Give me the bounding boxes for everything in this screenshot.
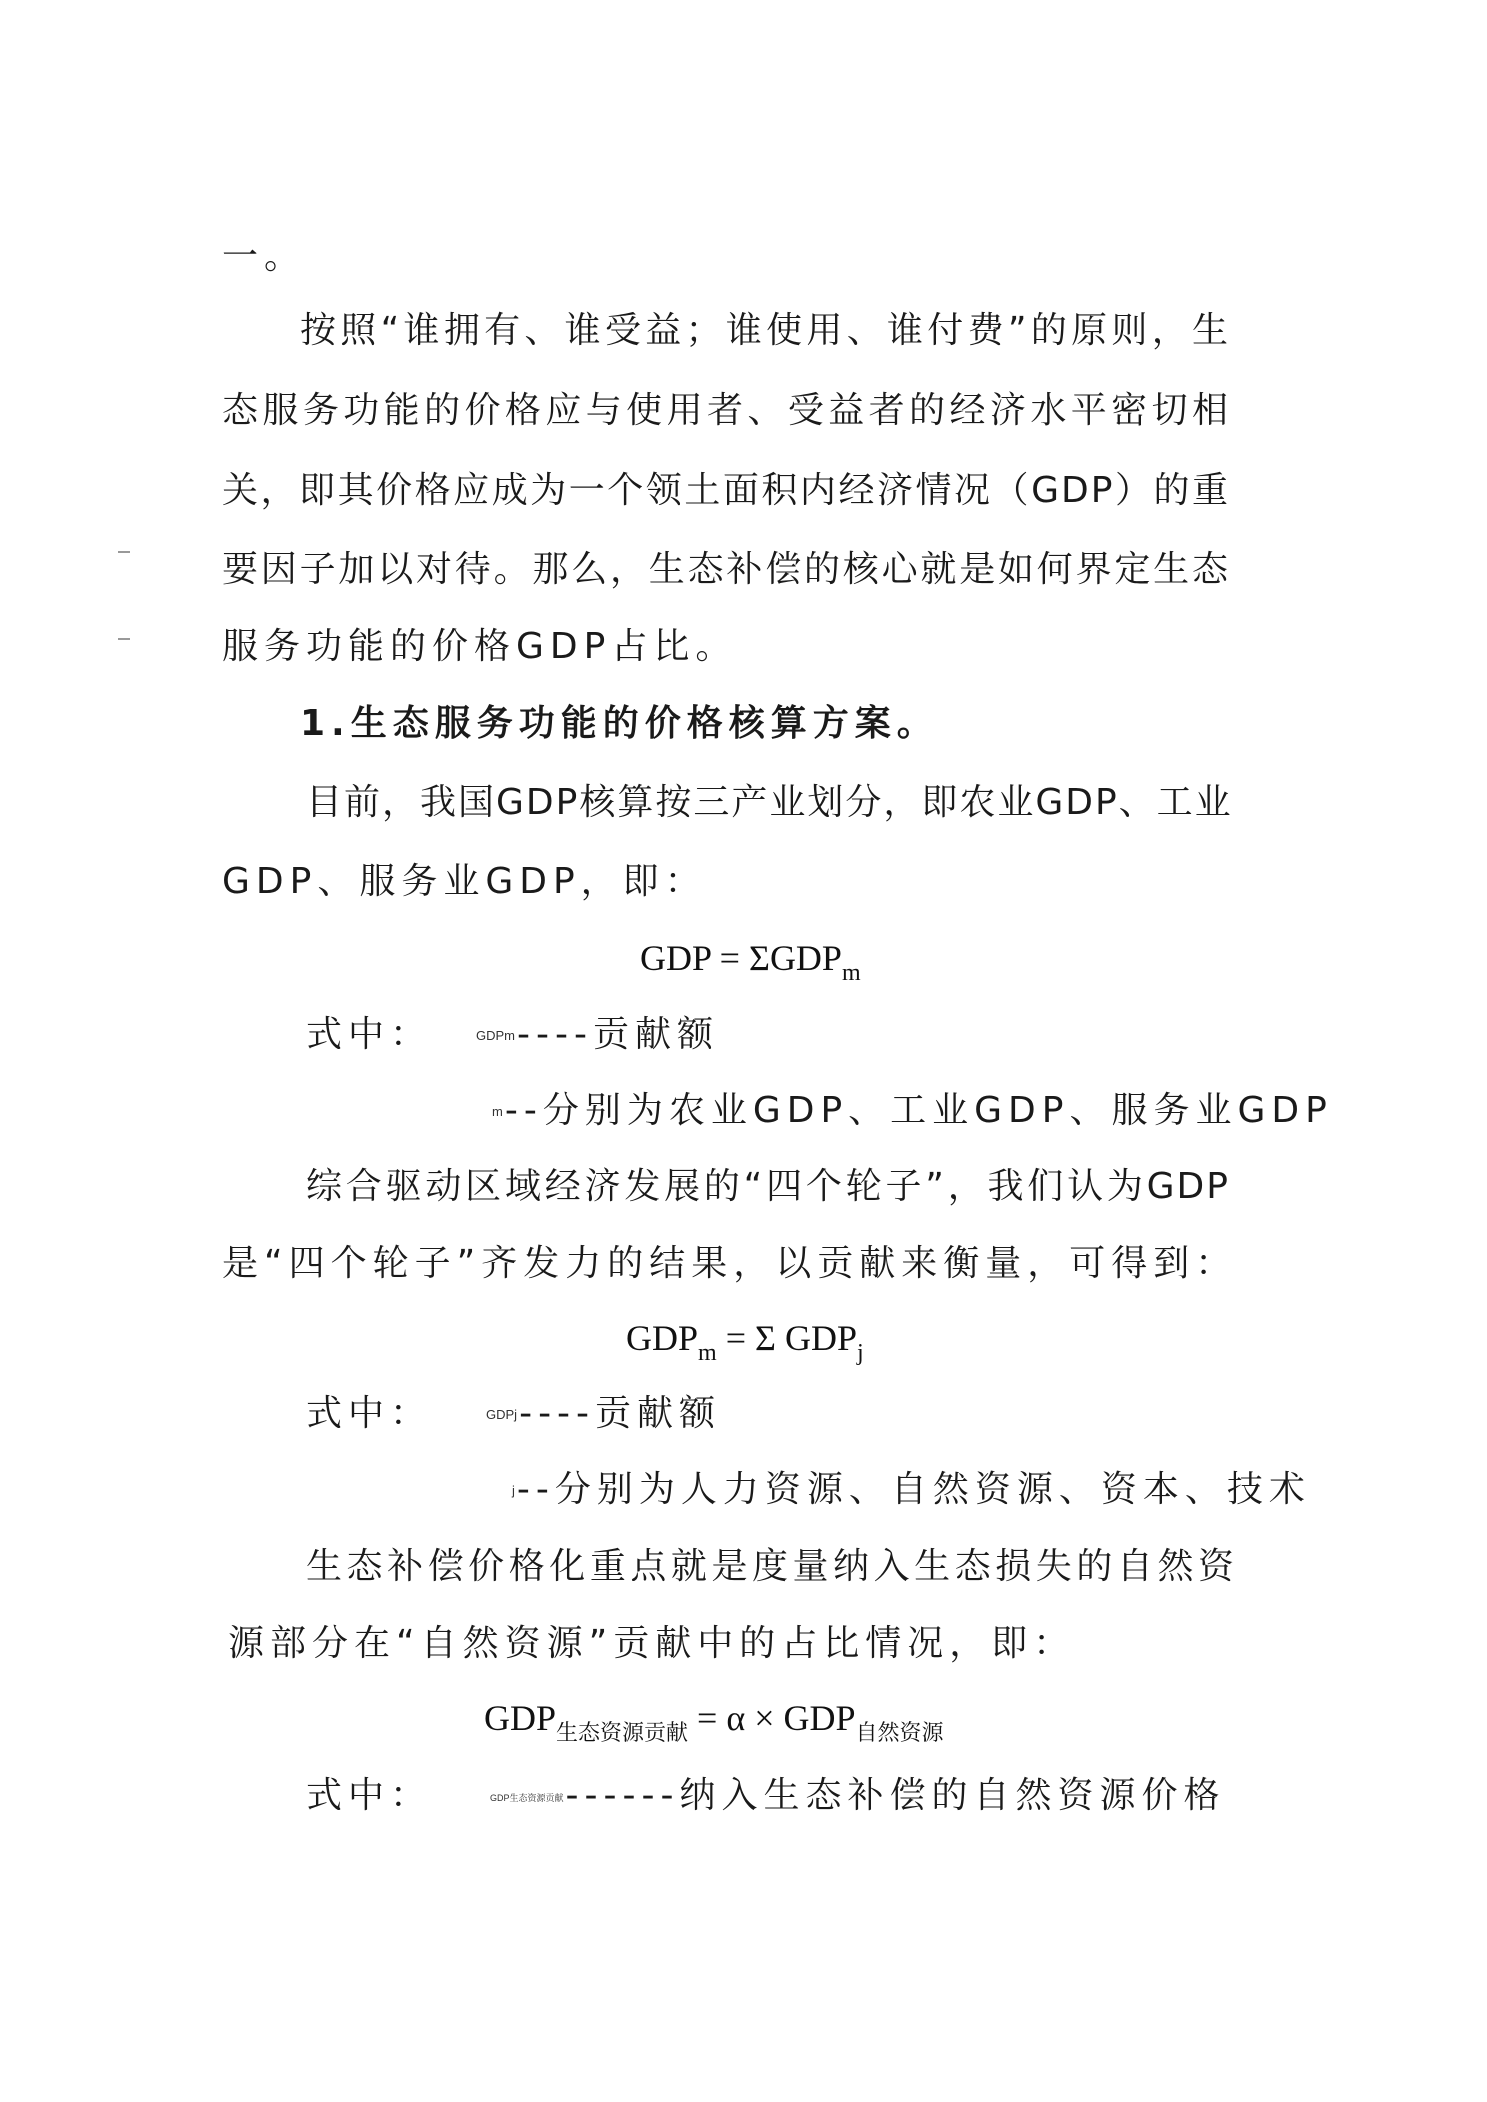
- formula-subscript: j: [856, 1340, 864, 1366]
- formula-gdp-sum: [640, 934, 861, 997]
- paragraph-line: 服务功能的价格GDP占比。: [222, 626, 738, 667]
- formula-text: GDP: [484, 1698, 557, 1738]
- formula-eco-resource: [484, 1694, 944, 1758]
- formula-text: = Σ GDP: [716, 1318, 857, 1358]
- note-variable: m: [492, 1104, 503, 1119]
- formula-note: [512, 1466, 1311, 1515]
- formula-subscript: 生态资源贡献: [556, 1721, 689, 1746]
- formula-note: [306, 1011, 719, 1060]
- paragraph-line: 目前，我国GDP核算按三产业划分，即农业GDP、工业: [306, 782, 1233, 823]
- note-text: ----贡献额: [517, 1014, 719, 1055]
- paragraph-line: 是“四个轮子”齐发力的结果，以贡献来衡量，可得到：: [222, 1243, 1238, 1284]
- margin-mark: [118, 551, 130, 553]
- note-text: ------纳入生态补偿的自然资源价格: [565, 1775, 1226, 1816]
- formula-note: [492, 1087, 1333, 1136]
- section-heading: 1.生态服务功能的价格核算方案。: [300, 703, 939, 744]
- paragraph-line: 生态补偿价格化重点就是度量纳入生态损失的自然资: [306, 1546, 1236, 1587]
- paragraph-line: GDP、服务业GDP，即：: [222, 861, 707, 902]
- paragraph-line: 综合驱动区域经济发展的“四个轮子”，我们认为GDP: [306, 1166, 1230, 1207]
- formula-text: GDP = ΣGDP: [640, 938, 842, 978]
- note-variable: j: [512, 1483, 515, 1498]
- formula-subscript: m: [698, 1340, 717, 1366]
- formula-note: [306, 1772, 1225, 1822]
- formula-text: GDP: [626, 1318, 699, 1358]
- note-variable: GDP生态资源贡献: [490, 1793, 564, 1803]
- formula-text: = α × GDP: [688, 1698, 856, 1738]
- note-text: --分别为人力资源、自然资源、资本、技术: [516, 1469, 1311, 1510]
- note-prefix: 式中：: [306, 1393, 433, 1434]
- paragraph-line: 源部分在“自然资源”贡献中的占比情况，即：: [228, 1623, 1076, 1664]
- formula-gdp-m: [626, 1314, 864, 1377]
- formula-note: [306, 1390, 721, 1439]
- paragraph-line: 一。: [222, 236, 307, 277]
- note-text: ----贡献额: [519, 1393, 722, 1434]
- formula-subscript: 自然资源: [855, 1721, 944, 1746]
- note-variable: GDPm: [476, 1028, 516, 1043]
- note-text: --分别为农业GDP、工业GDP、服务业GDP: [504, 1090, 1333, 1131]
- paragraph-line: 态服务功能的价格应与使用者、受益者的经济水平密切相: [222, 390, 1230, 431]
- paragraph-line: 按照“谁拥有、谁受益；谁使用、谁付费”的原则，生: [300, 310, 1230, 351]
- paragraph-line: 关，即其价格应成为一个领土面积内经济情况（GDP）的重: [222, 470, 1230, 511]
- paragraph-line: 要因子加以对待。那么，生态补偿的核心就是如何界定生态: [222, 549, 1230, 590]
- formula-subscript: m: [841, 960, 861, 986]
- note-prefix: 式中：: [306, 1014, 433, 1055]
- margin-mark: [118, 638, 130, 640]
- note-prefix: 式中：: [306, 1775, 433, 1816]
- note-variable: GDPj: [486, 1407, 518, 1422]
